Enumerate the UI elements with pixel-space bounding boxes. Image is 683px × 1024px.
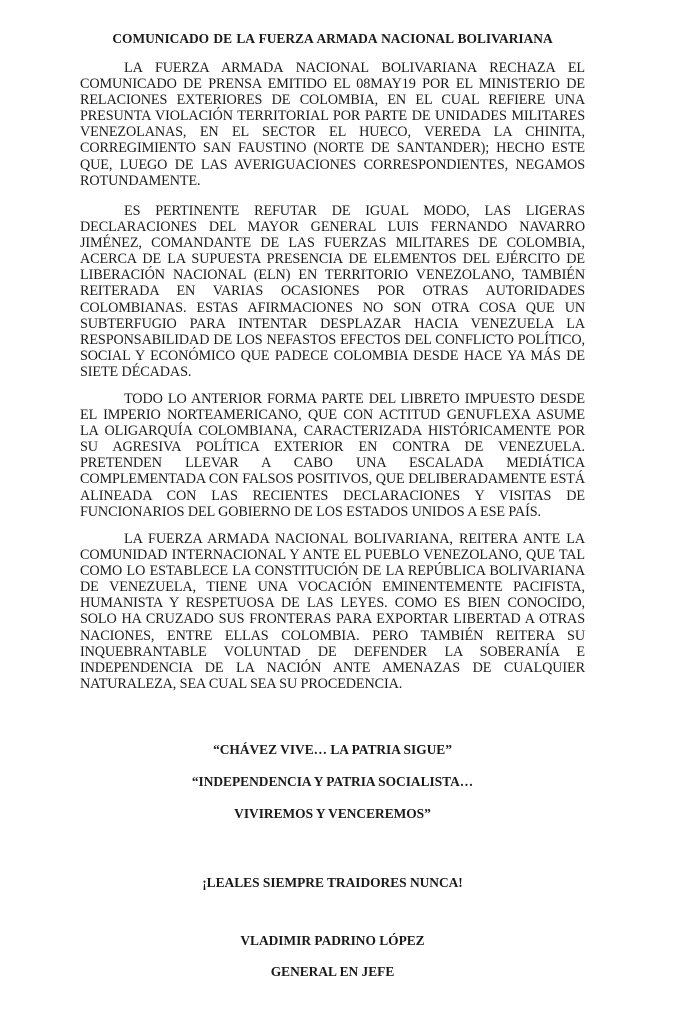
document-title: COMUNICADO DE LA FUERZA ARMADA NACIONAL BOLIVARIANA	[112, 31, 553, 46]
paragraph-text: ES PERTINENTE REFUTAR DE IGUAL MODO, LAS LIGERAS DECLARACIONES DEL MAYOR GENERAL LUIS FERNANDO NAVARRO JIMÉNEZ, COMANDANTE DE LAS FUERZAS MILITARES DE COLOMBIA, ACERCA DE LA SUPUESTA PRESENCIA DE ELEMENTOS DEL EJÉRCITO DE LIBERACIÓN NACIONAL (ELN) EN TERRITORIO VENEZOLANO, TAMBIÉN REITERADA EN VARIAS OCASIONES POR OTRAS AUTORIDADES COLOMBIANAS. ESTAS AFIRMACIONES NO SON OTRA COSA QUE UN SUBTERFUGIO PARA INTENTAR DESPLAZAR HACIA VENEZUELA LA RESPONSABILIDAD DE LOS NEFASTOS EFECTOS DEL CONFLICTO POLÍTICO, SOCIAL Y ECONÓMICO QUE PADECE COLOMBIA DESDE HACE YA MÁS DE SIETE DÉCADAS.	[80, 203, 585, 380]
signature-name: VLADIMIR PADRINO LÓPEZ	[240, 933, 425, 948]
paragraph-text: TODO LO ANTERIOR FORMA PARTE DEL LIBRETO IMPUESTO DESDE EL IMPERIO NORTEAMERICANO, QUE CON ACTITUD GENUFLEXA ASUME LA OLIGARQUÍA COLOMBIANA, CARACTERIZADA HISTÓRICAMENTE POR SU AGRESIVA POLÍTICA EXTERIOR EN CONTRA DE VENEZUELA. PRETENDEN LLEVAR A CABO UNA ESCALADA MEDIÁTICA COMPLEMENTADA CON FALSOS POSITIVOS, QUE DELIBERADAMENTE ESTÁ ALINEADA CON LAS RECIENTES DECLARACIONES Y VISITAS DE FUNCIONARIOS DEL GOBIERNO DE LOS ESTADOS UNIDOS A ESE PAÍS.	[80, 391, 585, 520]
paragraph-rechazo	[80, 60, 585, 189]
signature-rank: GENERAL EN JEFE	[270, 964, 395, 979]
slogan-independencia: “INDEPENDENCIA Y PATRIA SOCIALISTA…	[191, 774, 474, 789]
slogan-viviremos: VIVIREMOS Y VENCEREMOS”	[234, 806, 431, 821]
paragraph-libreto	[80, 391, 585, 520]
paragraph-reiteracion	[80, 531, 585, 692]
slogan-leales: ¡LEALES SIEMPRE TRAIDORES NUNCA!	[202, 875, 463, 890]
slogan-chavez-vive: “CHÁVEZ VIVE… LA PATRIA SIGUE”	[213, 742, 452, 757]
paragraph-refutacion	[80, 203, 585, 380]
paragraph-text: LA FUERZA ARMADA NACIONAL BOLIVARIANA, REITERA ANTE LA COMUNIDAD INTERNACIONAL Y ANTE EL PUEBLO VENEZOLANO, QUE TAL COMO LO ESTABLECE LA CONSTITUCIÓN DE LA REPÚBLICA BOLIVARIANA DE VENEZUELA, TIENE UNA VOCACIÓN EMINENTEMENTE PACIFISTA, HUMANISTA Y RESPETUOSA DE LAS LEYES. COMO ES BIEN CONOCIDO, SOLO HA CRUZADO SUS FRONTERAS PARA EXPORTAR LIBERTAD A OTRAS NACIONES, ENTRE ELLAS COLOMBIA. PERO TAMBIÉN REITERA SU INQUEBRANTABLE VOLUNTAD DE DEFENDER LA SOBERANÍA E INDEPENDENCIA DE LA NACIÓN ANTE AMENAZAS DE CUALQUIER NATURALEZA, SEA CUAL SEA SU PROCEDENCIA.	[80, 531, 585, 692]
paragraph-text: LA FUERZA ARMADA NACIONAL BOLIVARIANA RECHAZA EL COMUNICADO DE PRENSA EMITIDO EL 08MAY19 POR EL MINISTERIO DE RELACIONES EXTERIORES DE COLOMBIA, EN EL CUAL REFIERE UNA PRESUNTA VIOLACIÓN TERRITORIAL POR PARTE DE UNIDADES MILITARES VENEZOLANAS, EN EL SECTOR EL HUECO, VEREDA LA CHINITA, CORREGIMIENTO SAN FAUSTINO (NORTE DE SANTANDER); HECHO ESTE QUE, LUEGO DE LAS AVERIGUACIONES CORRESPONDIENTES, NEGAMOS ROTUNDAMENTE.	[80, 60, 585, 189]
